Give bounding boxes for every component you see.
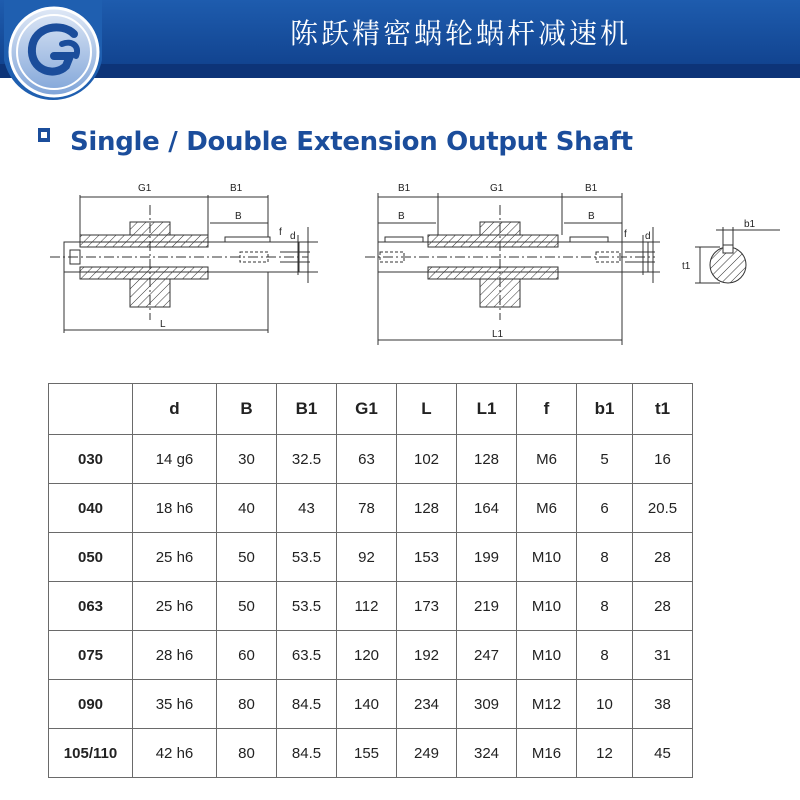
table-row (49, 680, 693, 729)
table-row (49, 582, 693, 631)
table-cell: M16 (517, 729, 577, 778)
header-strip (0, 64, 800, 78)
table-header-cell: b1 (577, 384, 633, 435)
table-cell: M6 (517, 435, 577, 484)
table-row (49, 533, 693, 582)
table-cell: 92 (337, 533, 397, 582)
table-cell: 102 (397, 435, 457, 484)
table-cell: 35 h6 (133, 680, 217, 729)
table-row (49, 729, 693, 778)
double-shaft-drawing (365, 193, 660, 345)
key-section-drawing (695, 227, 780, 283)
table-cell: 324 (457, 729, 517, 778)
table-cell: 50 (217, 533, 277, 582)
table-cell: 25 h6 (133, 533, 217, 582)
table-header-cell: L (397, 384, 457, 435)
table-cell: 173 (397, 582, 457, 631)
table-cell: M12 (517, 680, 577, 729)
model-cell: 050 (49, 533, 133, 582)
table-cell: 40 (217, 484, 277, 533)
dim-label: B1 (398, 183, 411, 194)
table-cell: 120 (337, 631, 397, 680)
table-cell: 234 (397, 680, 457, 729)
table-cell: 8 (577, 582, 633, 631)
table-header-cell: d (133, 384, 217, 435)
table-cell: 128 (457, 435, 517, 484)
table-cell: 53.5 (277, 533, 337, 582)
table-cell: 10 (577, 680, 633, 729)
table-cell: 32.5 (277, 435, 337, 484)
table-header-cell: B (217, 384, 277, 435)
table-row (49, 484, 693, 533)
table-cell: 6 (577, 484, 633, 533)
table-cell: 80 (217, 680, 277, 729)
table-cell: 31 (633, 631, 693, 680)
table-cell: 14 g6 (133, 435, 217, 484)
table-cell: 112 (337, 582, 397, 631)
section-title: Single / Double Extension Output Shaft (70, 127, 633, 157)
table-cell: 43 (277, 484, 337, 533)
table-header-cell: L1 (457, 384, 517, 435)
table-cell: 155 (337, 729, 397, 778)
spec-table (48, 383, 693, 778)
table-cell: 42 h6 (133, 729, 217, 778)
table-cell: 12 (577, 729, 633, 778)
table-header-cell: f (517, 384, 577, 435)
table-cell: M10 (517, 533, 577, 582)
dim-label: L (160, 319, 166, 330)
table-cell: 8 (577, 533, 633, 582)
table-cell: M6 (517, 484, 577, 533)
table-cell: 128 (397, 484, 457, 533)
table-cell: 60 (217, 631, 277, 680)
model-cell: 040 (49, 484, 133, 533)
table-header-row (49, 384, 693, 435)
table-cell: 28 h6 (133, 631, 217, 680)
shaft-drawing (40, 175, 780, 350)
dim-label: G1 (138, 183, 152, 194)
table-cell: 25 h6 (133, 582, 217, 631)
model-cell: 090 (49, 680, 133, 729)
model-cell: 105/110 (49, 729, 133, 778)
table-cell: 18 h6 (133, 484, 217, 533)
dim-label: B1 (585, 183, 598, 194)
table-cell: 84.5 (277, 680, 337, 729)
square-bullet-icon (38, 128, 50, 142)
table-cell: 45 (633, 729, 693, 778)
single-shaft-drawing (50, 195, 318, 333)
dim-label: L1 (492, 329, 504, 340)
table-cell: 38 (633, 680, 693, 729)
dim-label: b1 (744, 219, 756, 230)
table-cell: 53.5 (277, 582, 337, 631)
table-cell: 140 (337, 680, 397, 729)
table-cell: 63 (337, 435, 397, 484)
table-cell: 249 (397, 729, 457, 778)
table-header-cell: G1 (337, 384, 397, 435)
table-cell: 219 (457, 582, 517, 631)
model-cell: 075 (49, 631, 133, 680)
table-cell: M10 (517, 631, 577, 680)
table-cell: 8 (577, 631, 633, 680)
model-cell: 063 (49, 582, 133, 631)
table-cell: 309 (457, 680, 517, 729)
dim-label: B1 (230, 183, 243, 194)
dim-label: B (235, 211, 242, 222)
table-header-cell: t1 (633, 384, 693, 435)
table-row (49, 435, 693, 484)
model-cell: 030 (49, 435, 133, 484)
table-cell: 28 (633, 533, 693, 582)
dim-label: t1 (682, 261, 691, 272)
dim-label: f (279, 227, 282, 238)
table-cell: 199 (457, 533, 517, 582)
table-cell: 16 (633, 435, 693, 484)
table-cell: 78 (337, 484, 397, 533)
table-header-cell (49, 384, 133, 435)
dim-label: G1 (490, 183, 504, 194)
table-cell: 247 (457, 631, 517, 680)
table-cell: M10 (517, 582, 577, 631)
table-cell: 20.5 (633, 484, 693, 533)
table-header-cell: B1 (277, 384, 337, 435)
table-cell: 164 (457, 484, 517, 533)
table-cell: 30 (217, 435, 277, 484)
dim-label: f (624, 229, 627, 240)
table-cell: 192 (397, 631, 457, 680)
header-title: 陈跃精密蜗轮蜗杆减速机 (290, 17, 632, 50)
table-cell: 5 (577, 435, 633, 484)
table-cell: 63.5 (277, 631, 337, 680)
table-cell: 80 (217, 729, 277, 778)
table-cell: 50 (217, 582, 277, 631)
table-cell: 28 (633, 582, 693, 631)
dim-label: d (645, 231, 651, 242)
table-cell: 84.5 (277, 729, 337, 778)
table-cell: 153 (397, 533, 457, 582)
dim-label: B (588, 211, 595, 222)
dim-label: B (398, 211, 405, 222)
table-row (49, 631, 693, 680)
dim-label: d (290, 231, 296, 242)
company-logo-icon (4, 0, 108, 112)
